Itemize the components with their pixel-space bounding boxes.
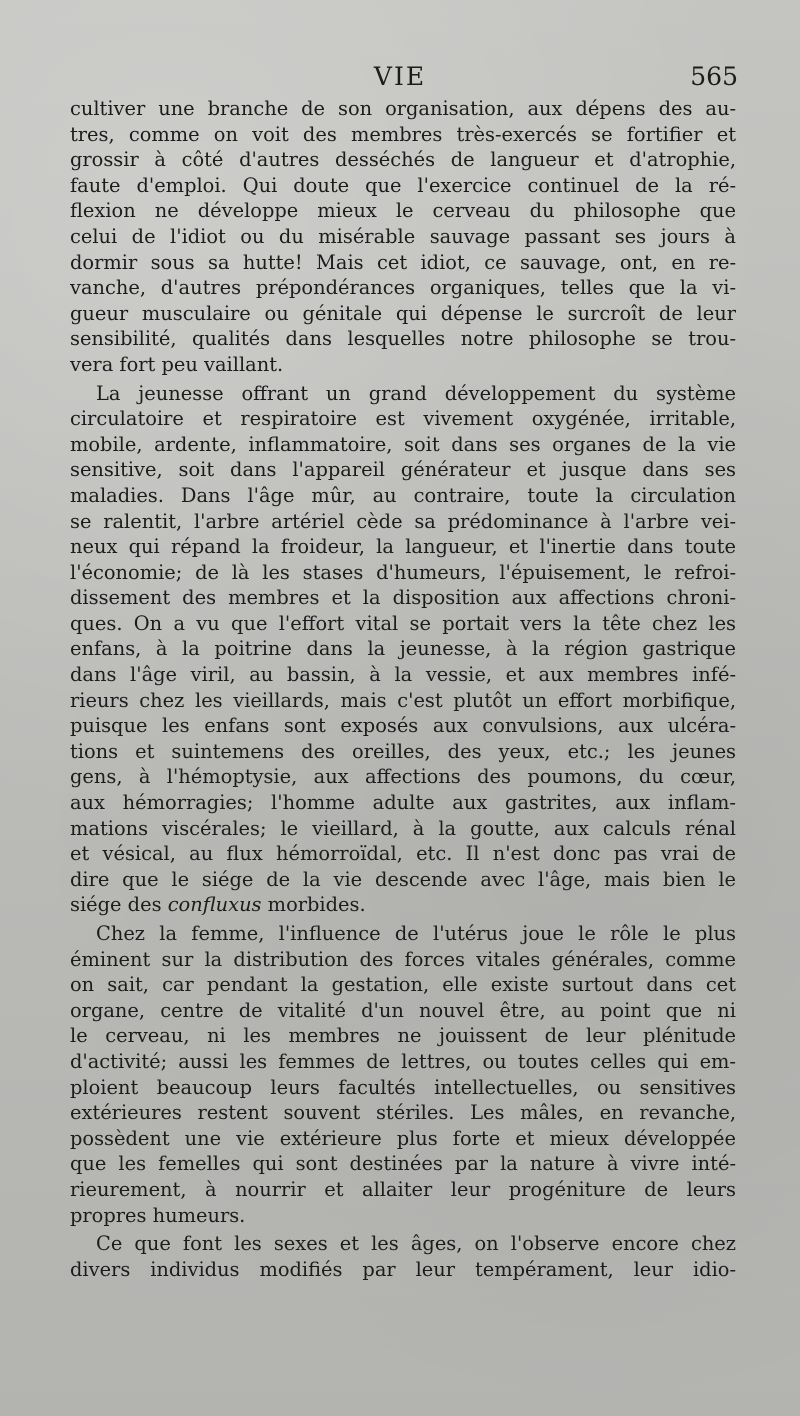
text-line: ques. On a vu que l'effort vital se portait vers la tête chez les [70,611,736,635]
text-line: cultiver une branche de son organisation, aux dépens des au- [70,97,736,120]
text-line: maladies. Dans l'âge mûr, au contraire, toute la circulation [70,483,736,507]
text-line: mobile, ardente, inflammatoire, soit dans ses organes de la vie [70,432,736,456]
text-line: possèdent une vie extérieure plus forte et mieux développée [70,1126,736,1150]
text-line: organe, centre de vitalité d'un nouvel être, au point que ni [70,998,736,1022]
paragraph-1 [70,96,736,378]
paragraph-2 [70,381,736,918]
text-line: puisque les enfans sont exposés aux convulsions, aux ulcéra- [70,714,736,738]
text-line: Chez la femme, l'influence de l'utérus joue le rôle le plus [96,922,736,945]
text-line: Ce que font les sexes et les âges, on l'observe encore chez [96,1232,736,1256]
text-line: grossir à côté d'autres desséchés de langueur et d'atrophie, [70,148,736,172]
text-line: que les femelles qui sont destinées par la nature à vivre inté- [70,1152,736,1176]
text-line [70,892,736,918]
text-line: dissement des membres et la disposition aux affections chroni- [70,586,736,610]
text-line: propres humeurs. [70,1203,246,1227]
text-line: le cerveau, ni les membres ne jouissent de leur plénitude [70,1024,736,1048]
text-line: se ralentit, l'arbre artériel cède sa prédominance à l'arbre vei- [70,509,736,533]
text-segment: morbides. [261,893,366,917]
text-line: gueur musculaire ou génitale qui dépense le surcroît de leur [70,301,736,325]
text-line: dire que le siége de la vie descende avec l'âge, mais bien le [70,867,736,891]
text-line: d'activité; aussi les femmes de lettres, ou toutes celles qui em- [70,1049,736,1073]
text-line: divers individus modifiés par leur tempérament, leur idio- [70,1257,736,1281]
text-line: l'économie; de là les stases d'humeurs, l'épuisement, le refroi- [70,560,736,584]
text-line: dormir sous sa hutte! Mais cet idiot, ce sauvage, ont, en re- [70,250,736,274]
text-line: rieurement, à nourrir et allaiter leur progéniture de leurs [70,1177,736,1201]
text-line: sensitive, soit dans l'appareil générateur et jusque dans ses [70,458,736,482]
page-number: 565 [690,62,738,91]
text-line: tions et suintemens des oreilles, des yeux, etc.; les jeunes [70,739,736,763]
text-line: neux qui répand la froideur, la langueur, et l'inertie dans toute [70,535,736,559]
text-line: éminent sur la distribution des forces vitales générales, comme [70,947,736,971]
text-line: flexion ne développe mieux le cerveau du philosophe que [70,199,736,223]
text-line: dans l'âge viril, au bassin, à la vessie, et aux membres infé- [70,663,736,687]
text-line: circulatoire et respiratoire est vivement oxygénée, irritable, [70,407,736,431]
text-line: aux hémorragies; l'homme adulte aux gastrites, aux inflam- [70,791,736,815]
text-line: ploient beaucoup leurs facultés intellectuelles, ou sensitives [70,1075,736,1099]
body-text [70,96,736,1282]
text-line: vera fort peu vaillant. [70,352,284,376]
text-line: sensibilité, qualités dans lesquelles notre philosophe se trou- [70,327,736,351]
text-line: on sait, car pendant la gestation, elle existe surtout dans cet [70,973,736,997]
text-line: La jeunesse offrant un grand développement du système [96,381,736,405]
text-line: celui de l'idiot ou du misérable sauvage passant ses jours à [70,224,736,248]
text-line: vanche, d'autres prépondérances organiques, telles que la vi- [70,276,736,300]
text-line: rieurs chez les vieillards, mais c'est plutôt un effort morbifique, [70,688,736,712]
paragraph-4 [70,1231,736,1282]
text-line: extérieures restent souvent stériles. Les mâles, en revanche, [70,1101,736,1125]
text-line: faute d'emploi. Qui doute que l'exercice continuel de la ré- [70,173,736,197]
text-line: gens, à l'hémoptysie, aux affections des poumons, du cœur, [70,765,736,789]
text-segment: siége des [70,893,168,917]
text-line: et vésical, au flux hémorroïdal, etc. Il n'est donc pas vrai de [70,842,736,866]
running-title: VIE [373,62,427,91]
latin-term: confluxus [167,893,262,917]
page-header [0,62,800,98]
text-line: enfans, à la poitrine dans la jeunesse, à la région gastrique [70,637,736,661]
paragraph-3 [70,921,736,1228]
text-line: mations viscérales; le vieillard, à la goutte, aux calculs rénal [70,816,736,840]
text-line: tres, comme on voit des membres très-exercés se fortifier et [70,122,736,146]
